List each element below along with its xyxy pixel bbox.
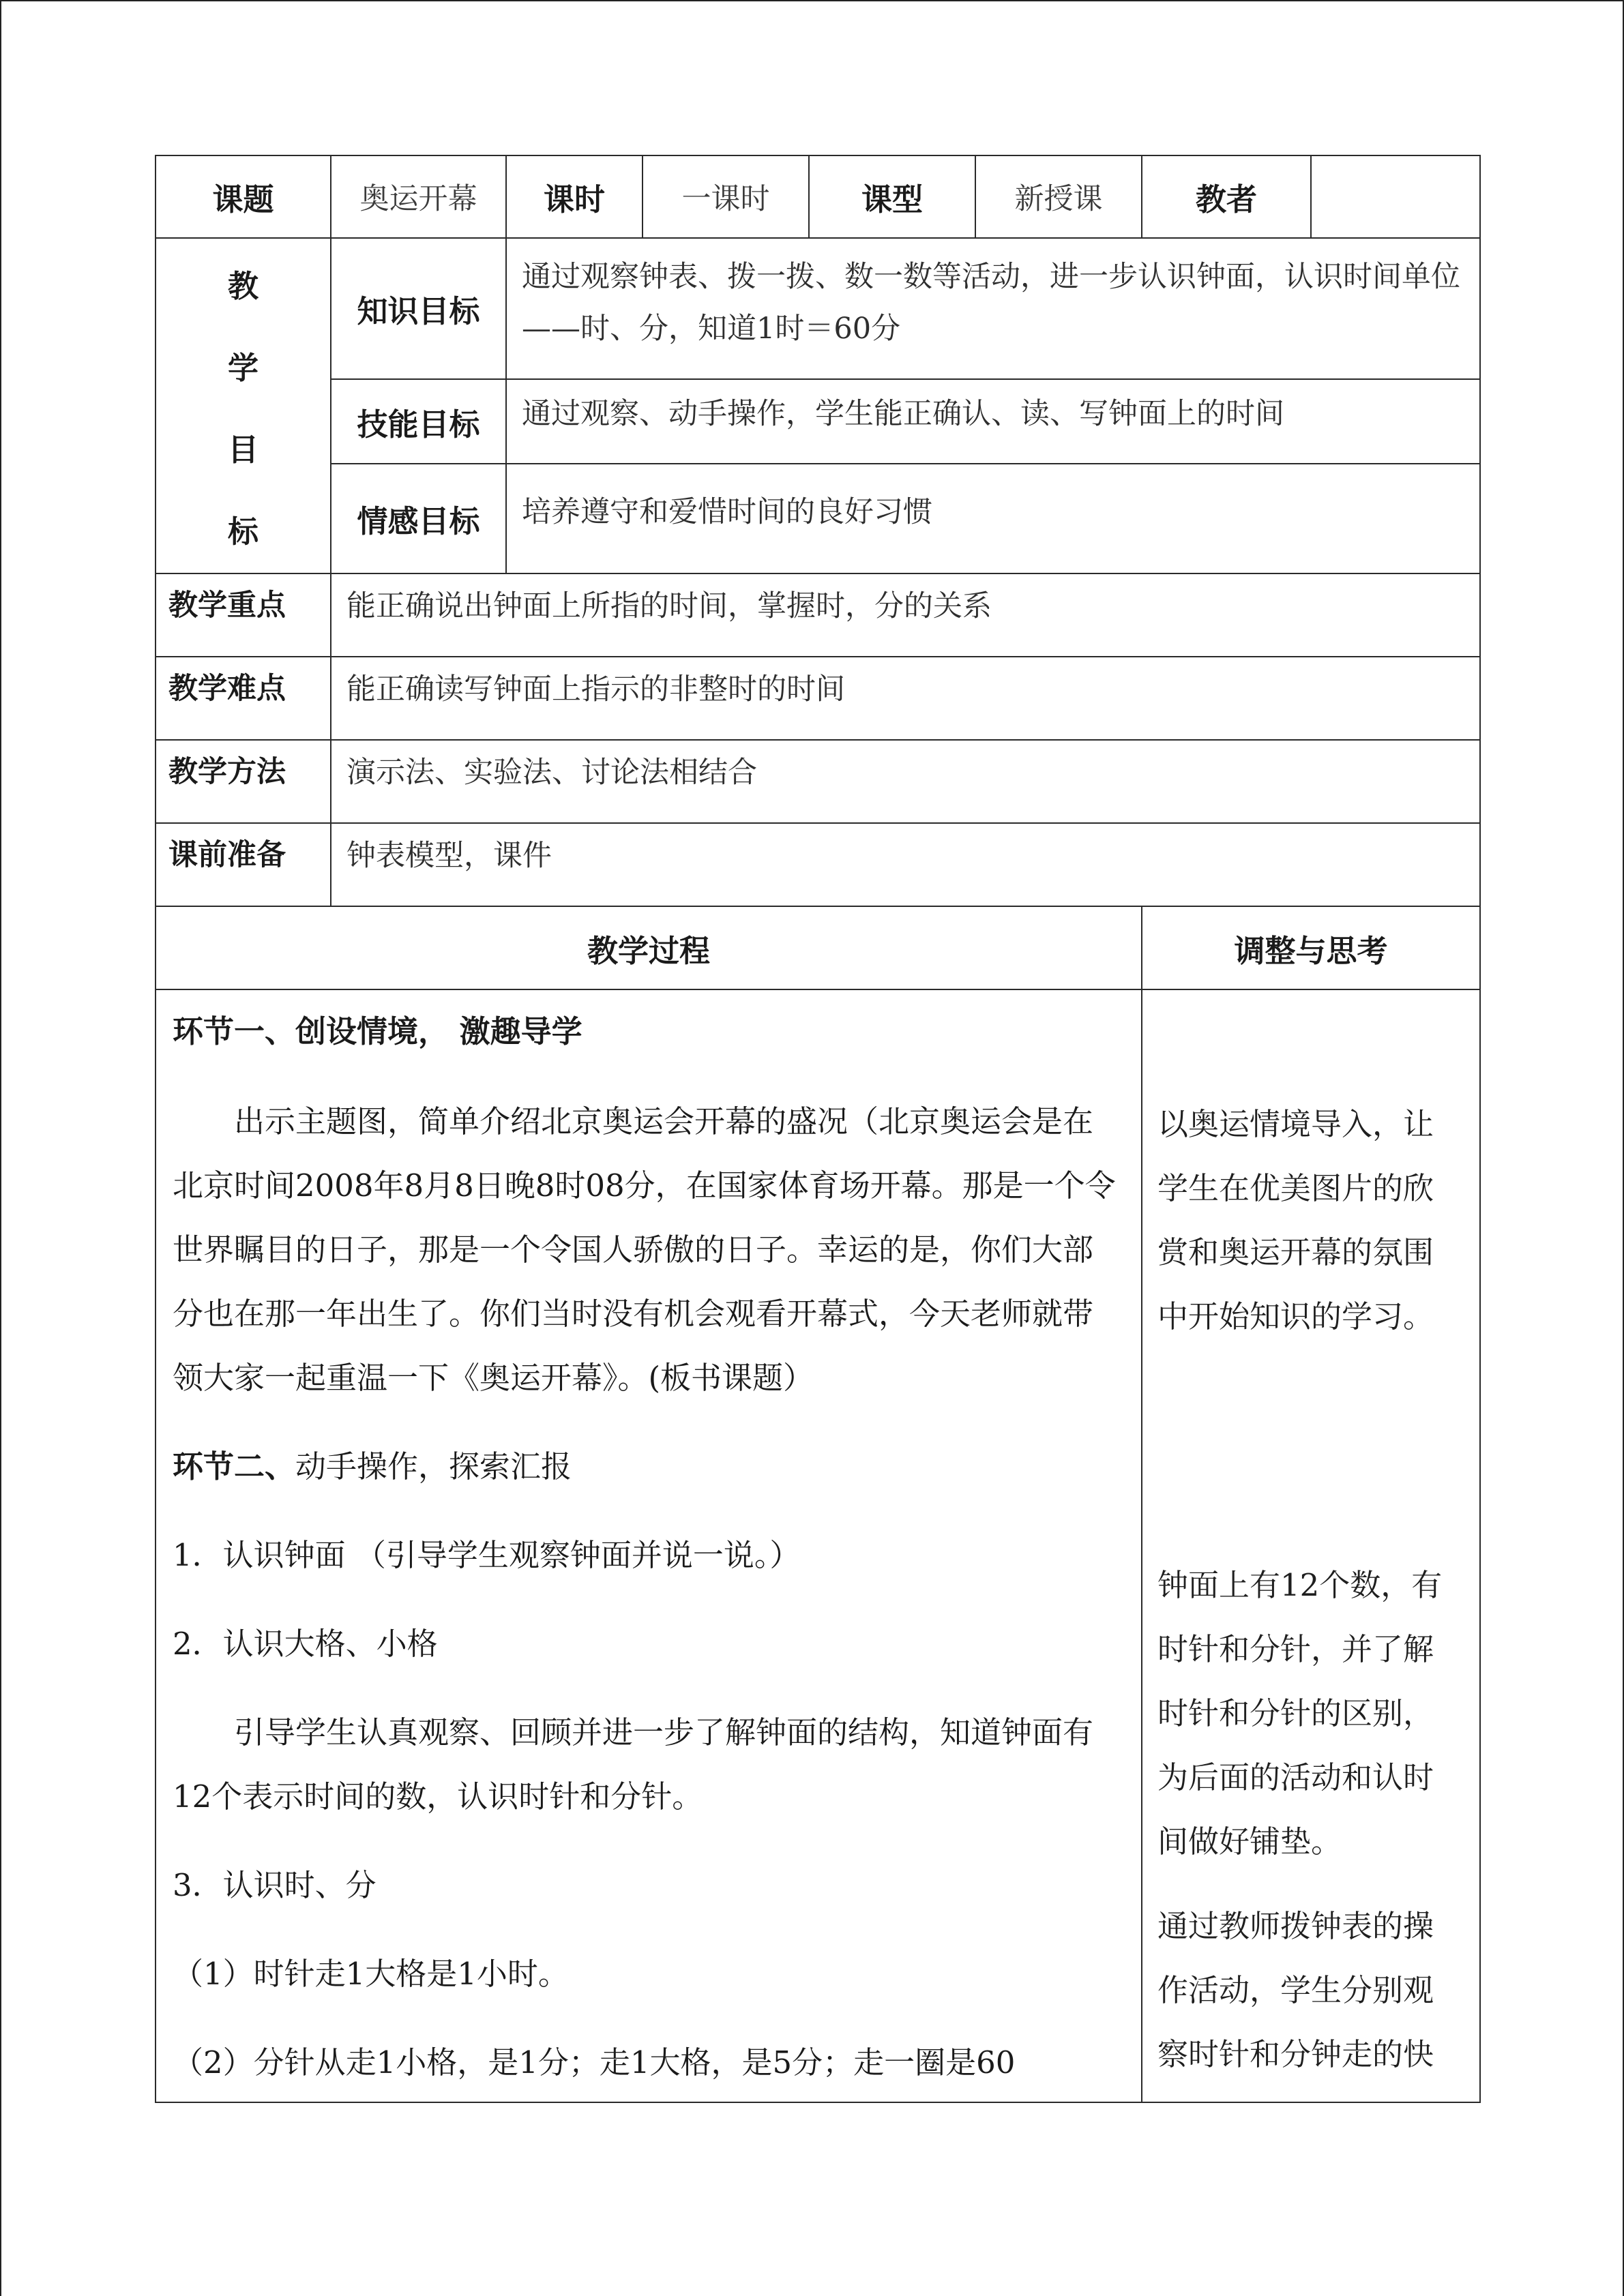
teacher-label: 教者	[1142, 155, 1311, 238]
emotion-objective-text: 培养遵守和爱惜时间的良好习惯	[506, 464, 1480, 573]
lesson-plan-table	[155, 155, 1481, 2103]
skill-objective-row	[156, 379, 1480, 464]
page-border-left	[0, 0, 1, 2296]
topic-value: 奥运开幕	[331, 155, 506, 238]
header-row	[156, 155, 1480, 238]
method-text: 演示法、实验法、讨论法相结合	[331, 740, 1480, 823]
type-value: 新授课	[975, 155, 1142, 238]
item-2: 2．认识大格、小格	[173, 1626, 438, 1662]
section2-title-rest: 动手操作，探索汇报	[295, 1448, 572, 1485]
reflection-note-2: 钟面上有12个数，有时针和分针，并了解时针和分针的区别，为后面的活动和认时间做好铺垫。	[1157, 1567, 1443, 1860]
teacher-value	[1311, 155, 1480, 238]
preparation-text: 钟表模型，课件	[331, 823, 1480, 906]
objectives-char-1: 教	[227, 268, 259, 304]
difficulty-label: 教学难点	[156, 657, 331, 740]
emotion-objective-row	[156, 464, 1480, 573]
knowledge-objective-text: 通过观察钟表、拨一拨、数一数等活动，进一步认识钟面，认识时间单位——时、分，知道1时＝60分	[506, 238, 1480, 379]
reflection-content	[1142, 989, 1480, 2102]
skill-objective-label: 技能目标	[331, 379, 506, 464]
emotion-objective-label: 情感目标	[331, 464, 506, 573]
skill-objective-text: 通过观察、动手操作，学生能正确认、读、写钟面上的时间	[506, 379, 1480, 464]
method-label: 教学方法	[156, 740, 331, 823]
period-label: 课时	[506, 155, 643, 238]
key-point-label: 教学重点	[156, 573, 331, 657]
process-header-row	[156, 906, 1480, 989]
reflection-header: 调整与思考	[1142, 906, 1480, 989]
difficulty-row	[156, 657, 1480, 740]
reflection-note-3: 通过教师拨钟表的操作活动，学生分别观察时针和分钟走的快	[1157, 1908, 1434, 2072]
preparation-row	[156, 823, 1480, 906]
key-point-row	[156, 573, 1480, 657]
preparation-label: 课前准备	[156, 823, 331, 906]
objectives-char-2: 学	[227, 350, 259, 386]
topic-label: 课题	[156, 155, 331, 238]
item-2-paragraph: 引导学生认真观察、回顾并进一步了解钟面的结构，知道钟面有12个表示时间的数，认识时针和分针。	[173, 1714, 1094, 1815]
difficulty-text: 能正确读写钟面上指示的非整时的时间	[331, 657, 1480, 740]
objectives-char-4: 标	[227, 513, 259, 550]
section1-title: 环节一、创设情境， 激趣导学	[173, 1013, 582, 1049]
type-label: 课型	[809, 155, 975, 238]
process-header: 教学过程	[156, 906, 1142, 989]
item-3-1: （1）时针走1大格是1小时。	[173, 1956, 569, 1992]
objectives-char-3: 目	[227, 432, 259, 468]
knowledge-objective-row	[156, 238, 1480, 379]
process-content	[156, 989, 1142, 2102]
teaching-objectives-label	[156, 238, 331, 573]
reflection-note-1: 以奥运情境导入，让学生在优美图片的欣赏和奥运开幕的氛围中开始知识的学习。	[1157, 1106, 1434, 1335]
section2-title-prefix: 环节二、	[173, 1448, 296, 1485]
item-3-2: （2）分针从走1小格，是1分；走1大格，是5分；走一圈是60	[173, 2044, 1016, 2081]
section1-paragraph: 出示主题图，简单介绍北京奥运会开幕的盛况（北京奥运会是在北京时间2008年8月8日晚8时08分，在国家体育场开幕。那是一个令世界瞩目的日子，那是一个令国人骄傲的日子。幸运的是，你们大部分也在那一年出生了。你们当时没有机会观看开幕式，今天老师就带领大家一起重温一下《奥运开幕》。(板书课题）	[173, 1103, 1116, 1396]
page-border-top	[0, 0, 1624, 1]
item-1: 1．认识钟面 （引导学生观察钟面并说一说。）	[173, 1537, 801, 1573]
method-row	[156, 740, 1480, 823]
knowledge-objective-label: 知识目标	[331, 238, 506, 379]
section2-title	[173, 1435, 1123, 1499]
process-body-row	[156, 989, 1480, 2102]
key-point-text: 能正确说出钟面上所指的时间，掌握时，分的关系	[331, 573, 1480, 657]
period-value: 一课时	[643, 155, 809, 238]
item-3: 3．认识时、分	[173, 1867, 377, 1903]
